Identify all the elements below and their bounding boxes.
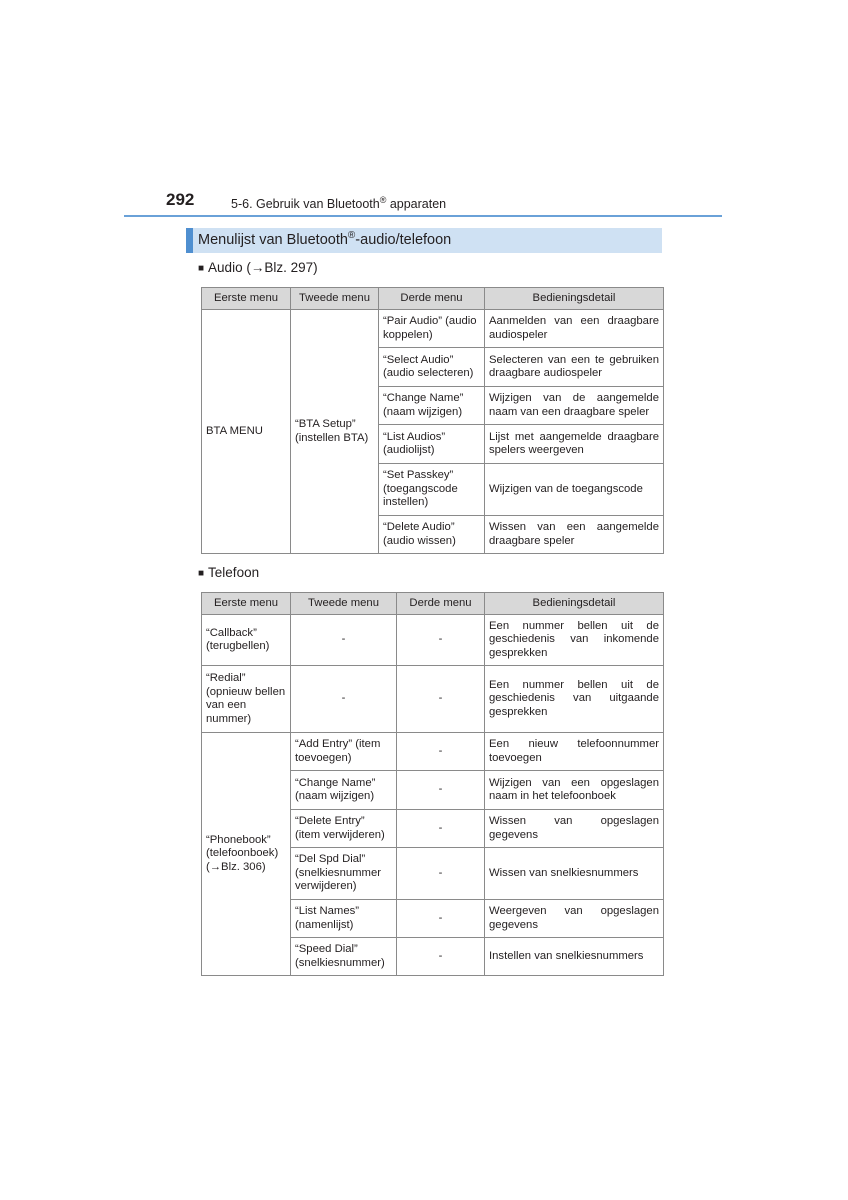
telefoon-heading bbox=[198, 565, 259, 580]
detail-cell: Weergeven van opgeslagen gegevens bbox=[485, 900, 664, 938]
square-bullet-icon: ■ bbox=[198, 263, 205, 274]
first-menu-cell: BTA MENU bbox=[202, 310, 291, 554]
third-menu-cell: - bbox=[397, 810, 485, 848]
third-menu-cell: - bbox=[397, 733, 485, 771]
second-menu-cell: - bbox=[291, 615, 397, 666]
detail-cell: Een nummer bellen uit de geschiedenis van inkomende gesprekken bbox=[485, 615, 664, 666]
second-menu-cell: “BTA Setup” (instellen BTA) bbox=[291, 310, 379, 554]
third-menu-cell: “Change Name” (naam wijzigen) bbox=[379, 387, 485, 425]
first-menu-cell: “Redial” (opnieuw bellen van een nummer) bbox=[202, 666, 291, 733]
second-menu-cell: “Add Entry” (item toevoegen) bbox=[291, 733, 397, 771]
registered-mark: ® bbox=[379, 195, 387, 205]
detail-cell: Wijzigen van de toegangscode bbox=[485, 464, 664, 516]
third-menu-cell: - bbox=[397, 900, 485, 938]
table-header-row bbox=[202, 593, 664, 615]
section-heading-text: Menulijst van Bluetooth bbox=[198, 232, 348, 248]
detail-cell: Wijzigen van een opgeslagen naam in het telefoonboek bbox=[485, 771, 664, 810]
third-menu-cell: - bbox=[397, 666, 485, 733]
table-row bbox=[202, 310, 664, 348]
audio-heading bbox=[198, 260, 318, 275]
third-menu-cell: “Delete Audio” (audio wissen) bbox=[379, 516, 485, 554]
second-menu-cell: “Del Spd Dial” (snelkiesnummer verwijderen) bbox=[291, 848, 397, 900]
third-menu-cell: - bbox=[397, 615, 485, 666]
detail-cell: Een nieuw telefoonnummer toevoegen bbox=[485, 733, 664, 771]
detail-cell: Wissen van opgeslagen gegevens bbox=[485, 810, 664, 848]
table-row bbox=[202, 666, 664, 733]
table-header-row bbox=[202, 288, 664, 310]
second-menu-cell: “Speed Dial” (snelkiesnummer) bbox=[291, 938, 397, 976]
square-bullet-icon: ■ bbox=[198, 568, 205, 579]
third-menu-cell: “List Audios” (audiolijst) bbox=[379, 425, 485, 464]
section-heading-suffix: -audio/telefoon bbox=[355, 232, 452, 248]
chapter-title bbox=[231, 195, 446, 211]
third-menu-cell: - bbox=[397, 771, 485, 810]
detail-cell: Lijst met aangemelde draagbare spelers weergeven bbox=[485, 425, 664, 464]
telefoon-menu-table bbox=[201, 592, 664, 976]
chapter-title-text: 5-6. Gebruik van Bluetooth bbox=[231, 197, 380, 212]
first-menu-cell: “Phonebook” (telefoonboek) (→Blz. 306) bbox=[202, 733, 291, 976]
third-menu-cell: “Set Passkey” (toegangscode instellen) bbox=[379, 464, 485, 516]
second-menu-cell: - bbox=[291, 666, 397, 733]
third-menu-cell: - bbox=[397, 848, 485, 900]
section-heading bbox=[186, 228, 662, 253]
second-menu-cell: “Delete Entry” (item verwijderen) bbox=[291, 810, 397, 848]
third-menu-cell: - bbox=[397, 938, 485, 976]
column-header: Eerste menu bbox=[202, 593, 291, 615]
column-header: Eerste menu bbox=[202, 288, 291, 310]
column-header: Derde menu bbox=[379, 288, 485, 310]
registered-mark: ® bbox=[347, 230, 356, 242]
column-header: Tweede menu bbox=[291, 593, 397, 615]
detail-cell: Wissen van een aangemelde draagbare speler bbox=[485, 516, 664, 554]
table-row bbox=[202, 733, 664, 771]
column-header: Tweede menu bbox=[291, 288, 379, 310]
detail-cell: Wissen van snelkiesnummers bbox=[485, 848, 664, 900]
audio-menu-table bbox=[201, 287, 664, 554]
detail-cell: Een nummer bellen uit de geschiedenis van uitgaande gesprekken bbox=[485, 666, 664, 733]
header-rule bbox=[124, 215, 722, 217]
third-menu-cell: “Select Audio” (audio selecteren) bbox=[379, 348, 485, 387]
second-menu-cell: “Change Name” (naam wijzigen) bbox=[291, 771, 397, 810]
detail-cell: Instellen van snelkiesnummers bbox=[485, 938, 664, 976]
third-menu-cell: “Pair Audio” (audio koppelen) bbox=[379, 310, 485, 348]
chapter-title-suffix: apparaten bbox=[386, 197, 447, 212]
detail-cell: Wijzigen van de aangemelde naam van een draagbare speler bbox=[485, 387, 664, 425]
first-menu-cell: “Callback” (terugbellen) bbox=[202, 615, 291, 666]
column-header: Derde menu bbox=[397, 593, 485, 615]
table-row bbox=[202, 615, 664, 666]
page-number: 292 bbox=[166, 190, 195, 209]
second-menu-cell: “List Names” (namenlijst) bbox=[291, 900, 397, 938]
detail-cell: Aanmelden van een draagbare audiospeler bbox=[485, 310, 664, 348]
audio-heading-text: Audio (→Blz. 297) bbox=[208, 260, 318, 275]
column-header: Bedieningsdetail bbox=[485, 288, 664, 310]
detail-cell: Selecteren van een te gebruiken draagbare audiospeler bbox=[485, 348, 664, 387]
column-header: Bedieningsdetail bbox=[485, 593, 664, 615]
telefoon-heading-text: Telefoon bbox=[208, 565, 260, 580]
